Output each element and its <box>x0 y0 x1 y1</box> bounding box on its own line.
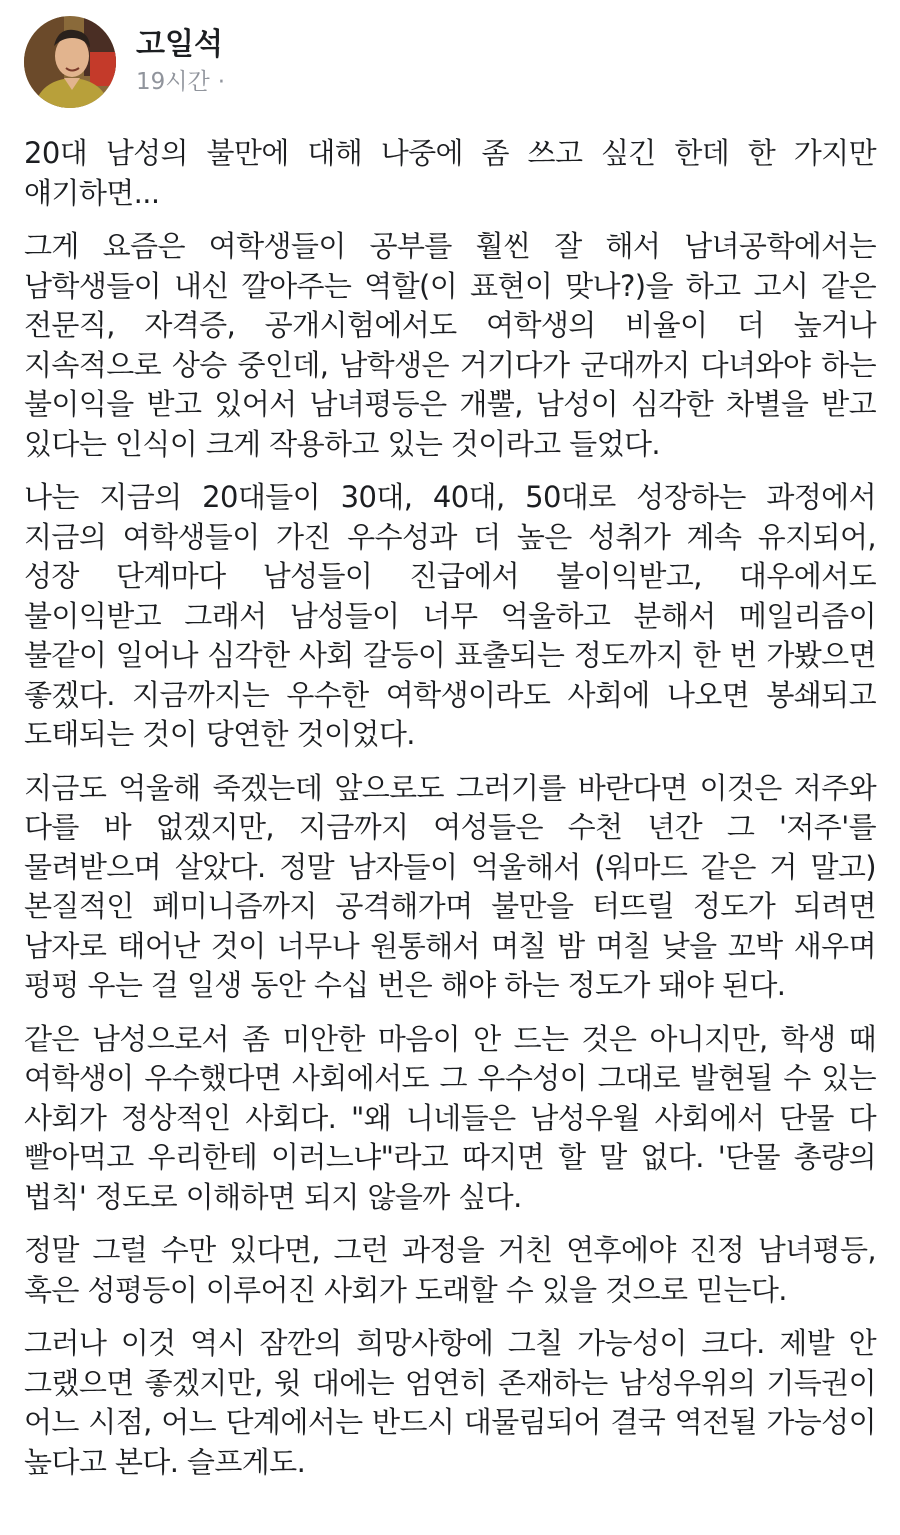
separator-dot: · <box>217 69 226 95</box>
post-timestamp[interactable]: 19시간 <box>136 69 210 95</box>
post-paragraph: 그게 요즘은 여학생들이 공부를 훨씬 잘 해서 남녀공학에서는 남학생들이 내신 깔아주는 역할(이 표현이 맞나?)을 하고 고시 같은 전문직, 자격증, 공개시험에서도 여학생의 비율이 더 높거나 지속적으로 상승 중인데, 남학생은 거기다가 군대까지 다녀와야 하는 불이익을 받고 있어서 남녀평등은 개뿔, 남성이 심각한 차별을 받고 있다는 인식이 크게 작용하고 있는 것이라고 들었다. <box>24 229 876 461</box>
avatar-photo <box>24 16 116 108</box>
author-name[interactable]: 고일석 <box>136 27 223 62</box>
post-time-row <box>136 66 225 98</box>
author-avatar[interactable] <box>24 16 116 108</box>
post-paragraph: 그러나 이것 역시 잠깐의 희망사항에 그칠 가능성이 크다. 제발 안 그랬으면 좋겠지만, 윗 대에는 엄연히 존재하는 남성우위의 기득권이 어느 시점, 어느 단계에서는 반드시 대물림되어 결국 역전될 가능성이 높다고 본다. 슬프게도. <box>24 1326 876 1479</box>
post-paragraph: 같은 남성으로서 좀 미안한 마음이 안 드는 것은 아니지만, 학생 때 여학생이 우수했다면 사회에서도 그 우수성이 그대로 발현될 수 있는 사회가 정상적인 사회다. "왜 니네들은 남성우월 사회에서 단물 다 빨아먹고 우리한테 이러느냐"라고 따지면 할 말 없다. '단물 총량의 법칙' 정도로 이해하면 되지 않을까 싶다. <box>24 1021 876 1214</box>
post-body <box>24 134 876 1496</box>
post-paragraph: 정말 그럴 수만 있다면, 그런 과정을 거친 연후에야 진정 남녀평등, 혹은 성평등이 이루어진 사회가 도래할 수 있을 것으로 믿는다. <box>24 1233 876 1307</box>
post-paragraph: 지금도 억울해 죽겠는데 앞으로도 그러기를 바란다면 이것은 저주와 다를 바 없겠지만, 지금까지 여성들은 수천 년간 그 '저주'를 물려받으며 살았다. 정말 남자들이 억울해서 (워마드 같은 거 말고) 본질적인 페미니즘까지 공격해가며 불만을 터뜨릴 정도가 되려면 남자로 태어난 것이 너무나 원통해서 며칠 밤 며칠 낮을 꼬박 새우며 펑펑 우는 걸 일생 동안 수십 번은 해야 하는 정도가 돼야 된다. <box>24 770 876 1002</box>
post-paragraph: 20대 남성의 불만에 대해 나중에 좀 쓰고 싶긴 한데 한 가지만 얘기하면... <box>24 136 876 210</box>
post-meta <box>136 26 225 98</box>
post-header <box>24 14 225 110</box>
post-paragraph: 나는 지금의 20대들이 30대, 40대, 50대로 성장하는 과정에서 지금의 여학생들이 가진 우수성과 더 높은 성취가 계속 유지되어, 성장 단계마다 남성들이 진급에서 불이익받고, 대우에서도 불이익받고 그래서 남성들이 너무 억울하고 분해서 메일리즘이 불같이 일어나 심각한 사회 갈등이 표출되는 정도까지 한 번 가봤으면 좋겠다. 지금까지는 우수한 여학생이라도 사회에 나오면 봉쇄되고 도태되는 것이 당연한 것이었다. <box>24 480 876 751</box>
